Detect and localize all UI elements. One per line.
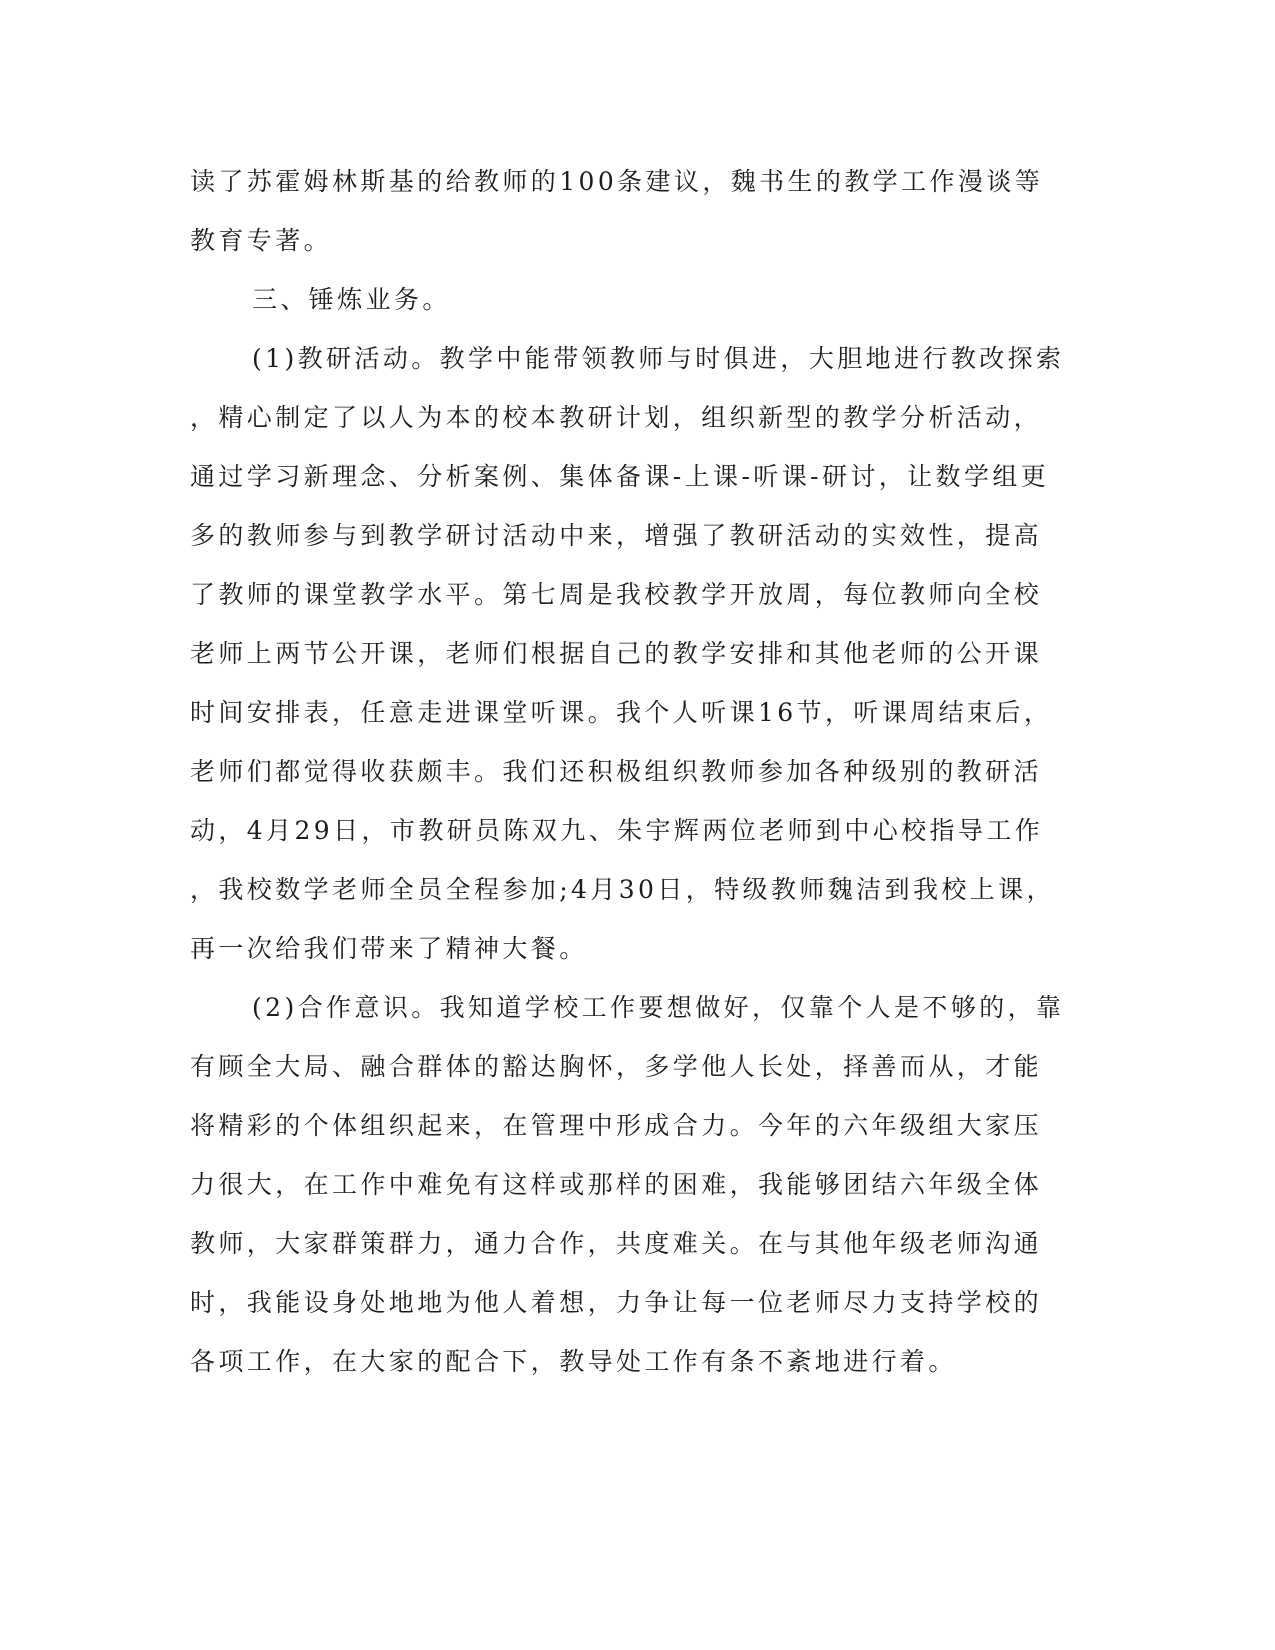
text-line: 时间安排表，任意走进课堂听课。我个人听课16节，听课周结束后， <box>190 698 1053 727</box>
text-line: 有顾全大局、融合群体的豁达胸怀，多学他人长处，择善而从，才能 <box>190 1052 1043 1081</box>
paragraph-start-line: (1)教研活动。教学中能带领教师与时俱进，大胆地进行教改探索 <box>252 344 1065 373</box>
text-line: 再一次给我们带来了精神大餐。 <box>190 934 588 963</box>
text-line: 了教师的课堂教学水平。第七周是我校教学开放周，每位教师向全校 <box>190 580 1043 609</box>
text-line: 各项工作，在大家的配合下，教导处工作有条不紊地进行着。 <box>190 1347 957 1376</box>
paragraph-start-line: (2)合作意识。我知道学校工作要想做好，仅靠个人是不够的，靠 <box>252 993 1065 1022</box>
text-line: 通过学习新理念、分析案例、集体备课-上课-听课-研讨，让数学组更 <box>190 462 1050 491</box>
text-line: 教师，大家群策群力，通力合作，共度难关。在与其他年级老师沟通 <box>190 1229 1043 1258</box>
text-line: 读了苏霍姆林斯基的给教师的100条建议，魏书生的教学工作漫谈等 <box>190 167 1044 196</box>
text-line: ，精心制定了以人为本的校本教研计划，组织新型的教学分析活动， <box>190 403 1043 432</box>
text-line: 多的教师参与到教学研讨活动中来，增强了教研活动的实效性，提高 <box>190 521 1043 550</box>
text-line: 动，4月29日，市教研员陈双九、朱宇辉两位老师到中心校指导工作 <box>190 816 1044 845</box>
text-line: 教育专著。 <box>190 226 333 255</box>
text-line: ，我校数学老师全员全程参加;4月30日，特级教师魏洁到我校上课， <box>190 875 1055 904</box>
text-line: 时，我能设身处地地为他人着想，力争让每一位老师尽力支持学校的 <box>190 1288 1043 1317</box>
text-line: 力很大，在工作中难免有这样或那样的困难，我能够团结六年级全体 <box>190 1170 1043 1199</box>
section-heading: 三、锤炼业务。 <box>252 285 451 314</box>
text-line: 老师上两节公开课，老师们根据自己的教学安排和其他老师的公开课 <box>190 639 1043 668</box>
text-line: 将精彩的个体组织起来，在管理中形成合力。今年的六年级组大家压 <box>190 1111 1043 1140</box>
text-line: 老师们都觉得收获颇丰。我们还积极组织教师参加各种级别的教研活 <box>190 757 1043 786</box>
